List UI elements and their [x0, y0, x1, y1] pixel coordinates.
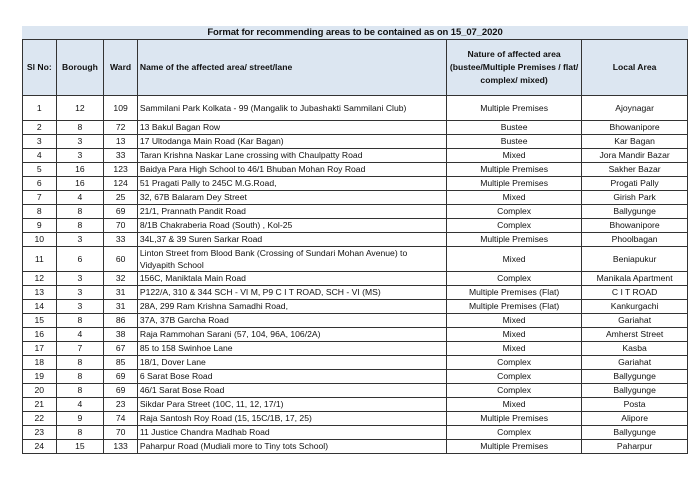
cell-area-name: Paharpur Road (Mudiali more to Tiny tots School)	[137, 440, 446, 454]
cell-area-name: 17 Ultodanga Main Road (Kar Bagan)	[137, 135, 446, 149]
table-row	[23, 328, 688, 342]
cell-sl-no: 15	[23, 314, 57, 328]
header-ward: Ward	[104, 40, 138, 96]
cell-local-area: Ajoynagar	[582, 96, 688, 121]
cell-local-area: Ballygunge	[582, 205, 688, 219]
cell-local-area: Gariahat	[582, 356, 688, 370]
cell-nature: Mixed	[446, 191, 581, 205]
header-area-name: Name of the affected area/ street/lane	[137, 40, 446, 96]
cell-nature: Multiple Premises	[446, 163, 581, 177]
table-row	[23, 121, 688, 135]
table-row	[23, 247, 688, 272]
table-row	[23, 398, 688, 412]
cell-sl-no: 20	[23, 384, 57, 398]
cell-sl-no: 18	[23, 356, 57, 370]
cell-local-area: Jora Mandir Bazar	[582, 149, 688, 163]
table-row	[23, 191, 688, 205]
cell-area-name: 37A, 37B Garcha Road	[137, 314, 446, 328]
cell-sl-no: 9	[23, 219, 57, 233]
cell-borough: 7	[56, 342, 104, 356]
cell-nature: Multiple Premises	[446, 96, 581, 121]
containment-sheet	[22, 26, 688, 454]
cell-ward: 124	[104, 177, 138, 191]
table-row	[23, 286, 688, 300]
cell-area-name: 156C, Maniktala Main Road	[137, 272, 446, 286]
cell-area-name: 46/1 Sarat Bose Road	[137, 384, 446, 398]
cell-sl-no: 11	[23, 247, 57, 272]
cell-local-area: Kar Bagan	[582, 135, 688, 149]
cell-area-name: 28A, 299 Ram Krishna Samadhi Road,	[137, 300, 446, 314]
cell-nature: Multiple Premises (Flat)	[446, 286, 581, 300]
cell-nature: Bustee	[446, 121, 581, 135]
cell-area-name: 32, 67B Balaram Dey Street	[137, 191, 446, 205]
cell-ward: 13	[104, 135, 138, 149]
cell-borough: 12	[56, 96, 104, 121]
cell-area-name: 51 Pragati Pally to 245C M.G.Road,	[137, 177, 446, 191]
table-row	[23, 177, 688, 191]
header-borough: Borough	[56, 40, 104, 96]
cell-borough: 4	[56, 191, 104, 205]
cell-area-name: Sammilani Park Kolkata - 99 (Mangalik to Jubashakti Sammilani Club)	[137, 96, 446, 121]
cell-local-area: Sakher Bazar	[582, 163, 688, 177]
cell-borough: 3	[56, 135, 104, 149]
cell-area-name: 18/1, Dover Lane	[137, 356, 446, 370]
cell-sl-no: 17	[23, 342, 57, 356]
cell-ward: 123	[104, 163, 138, 177]
cell-borough: 3	[56, 286, 104, 300]
cell-ward: 109	[104, 96, 138, 121]
cell-sl-no: 22	[23, 412, 57, 426]
cell-sl-no: 2	[23, 121, 57, 135]
cell-borough: 3	[56, 149, 104, 163]
cell-area-name: 11 Justice Chandra Madhab Road	[137, 426, 446, 440]
cell-borough: 8	[56, 219, 104, 233]
cell-sl-no: 12	[23, 272, 57, 286]
table-row	[23, 314, 688, 328]
containment-table	[22, 39, 688, 454]
table-row	[23, 412, 688, 426]
cell-local-area: Paharpur	[582, 440, 688, 454]
cell-borough: 4	[56, 398, 104, 412]
cell-nature: Complex	[446, 370, 581, 384]
cell-nature: Mixed	[446, 247, 581, 272]
cell-borough: 9	[56, 412, 104, 426]
cell-ward: 70	[104, 219, 138, 233]
cell-local-area: C I T ROAD	[582, 286, 688, 300]
cell-borough: 15	[56, 440, 104, 454]
cell-borough: 8	[56, 384, 104, 398]
cell-nature: Bustee	[446, 135, 581, 149]
cell-local-area: Posta	[582, 398, 688, 412]
cell-local-area: Ballygunge	[582, 370, 688, 384]
cell-borough: 8	[56, 426, 104, 440]
cell-ward: 33	[104, 149, 138, 163]
cell-sl-no: 3	[23, 135, 57, 149]
cell-ward: 25	[104, 191, 138, 205]
cell-area-name: Raja Rammohan Sarani (57, 104, 96A, 106/2A)	[137, 328, 446, 342]
cell-local-area: Girish Park	[582, 191, 688, 205]
cell-local-area: Alipore	[582, 412, 688, 426]
cell-sl-no: 1	[23, 96, 57, 121]
table-row	[23, 219, 688, 233]
cell-area-name: Linton Street from Blood Bank (Crossing of Sundari Mohan Avenue) to Vidyapith School	[137, 247, 446, 272]
cell-local-area: Bhowanipore	[582, 219, 688, 233]
cell-sl-no: 14	[23, 300, 57, 314]
cell-local-area: Kankurgachi	[582, 300, 688, 314]
cell-ward: 70	[104, 426, 138, 440]
cell-sl-no: 5	[23, 163, 57, 177]
cell-nature: Multiple Premises	[446, 440, 581, 454]
header-nature: Nature of affected area (bustee/Multiple Premises / flat/ complex/ mixed)	[446, 40, 581, 96]
cell-ward: 69	[104, 370, 138, 384]
cell-area-name: 13 Bakul Bagan Row	[137, 121, 446, 135]
cell-sl-no: 8	[23, 205, 57, 219]
cell-sl-no: 4	[23, 149, 57, 163]
cell-area-name: 21/1, Prannath Pandit Road	[137, 205, 446, 219]
cell-area-name: Taran Krishna Naskar Lane crossing with Chaulpatty Road	[137, 149, 446, 163]
cell-sl-no: 21	[23, 398, 57, 412]
cell-area-name: 85 to 158 Swinhoe Lane	[137, 342, 446, 356]
cell-nature: Mixed	[446, 328, 581, 342]
cell-borough: 6	[56, 247, 104, 272]
cell-area-name: Raja Santosh Roy Road (15, 15C/1B, 17, 25)	[137, 412, 446, 426]
cell-borough: 4	[56, 328, 104, 342]
cell-nature: Multiple Premises	[446, 412, 581, 426]
cell-borough: 3	[56, 272, 104, 286]
cell-borough: 8	[56, 314, 104, 328]
table-row	[23, 300, 688, 314]
table-row	[23, 384, 688, 398]
cell-nature: Complex	[446, 426, 581, 440]
cell-area-name: Sikdar Para Street (10C, 11, 12, 17/1)	[137, 398, 446, 412]
cell-nature: Multiple Premises	[446, 233, 581, 247]
table-row	[23, 205, 688, 219]
cell-ward: 60	[104, 247, 138, 272]
cell-nature: Complex	[446, 384, 581, 398]
cell-local-area: Ballygunge	[582, 384, 688, 398]
cell-area-name: 8/1B Chakraberia Road (South) , Kol-25	[137, 219, 446, 233]
cell-local-area: Phoolbagan	[582, 233, 688, 247]
table-row	[23, 96, 688, 121]
cell-area-name: 34L,37 & 39 Suren Sarkar Road	[137, 233, 446, 247]
cell-borough: 8	[56, 205, 104, 219]
cell-ward: 69	[104, 205, 138, 219]
cell-sl-no: 13	[23, 286, 57, 300]
cell-ward: 33	[104, 233, 138, 247]
cell-nature: Mixed	[446, 342, 581, 356]
cell-local-area: Ballygunge	[582, 426, 688, 440]
table-row	[23, 149, 688, 163]
table-row	[23, 342, 688, 356]
cell-area-name: P122/A, 310 & 344 SCH - VI M, P9 C I T ROAD, SCH - VI (MS)	[137, 286, 446, 300]
cell-local-area: Amherst Street	[582, 328, 688, 342]
table-row	[23, 163, 688, 177]
cell-sl-no: 24	[23, 440, 57, 454]
cell-local-area: Manikala Apartment	[582, 272, 688, 286]
cell-local-area: Bhowanipore	[582, 121, 688, 135]
cell-ward: 23	[104, 398, 138, 412]
table-row	[23, 440, 688, 454]
table-row	[23, 426, 688, 440]
cell-ward: 133	[104, 440, 138, 454]
cell-local-area: Progati Pally	[582, 177, 688, 191]
header-local-area: Local Area	[582, 40, 688, 96]
header-sl-no: Sl No:	[23, 40, 57, 96]
cell-ward: 38	[104, 328, 138, 342]
cell-borough: 16	[56, 177, 104, 191]
cell-local-area: Gariahat	[582, 314, 688, 328]
cell-borough: 8	[56, 370, 104, 384]
sheet-title: Format for recommending areas to be contained as on 15_07_2020	[22, 26, 688, 39]
cell-ward: 67	[104, 342, 138, 356]
cell-sl-no: 10	[23, 233, 57, 247]
cell-ward: 72	[104, 121, 138, 135]
cell-nature: Complex	[446, 272, 581, 286]
cell-nature: Mixed	[446, 398, 581, 412]
cell-ward: 31	[104, 300, 138, 314]
cell-nature: Mixed	[446, 314, 581, 328]
cell-nature: Mixed	[446, 149, 581, 163]
cell-ward: 86	[104, 314, 138, 328]
cell-borough: 8	[56, 121, 104, 135]
cell-ward: 31	[104, 286, 138, 300]
table-row	[23, 272, 688, 286]
cell-sl-no: 6	[23, 177, 57, 191]
cell-nature: Complex	[446, 205, 581, 219]
cell-ward: 32	[104, 272, 138, 286]
cell-sl-no: 23	[23, 426, 57, 440]
table-row	[23, 135, 688, 149]
cell-ward: 74	[104, 412, 138, 426]
cell-nature: Multiple Premises	[446, 177, 581, 191]
cell-borough: 8	[56, 356, 104, 370]
cell-nature: Multiple Premises (Flat)	[446, 300, 581, 314]
cell-area-name: Baidya Para High School to 46/1 Bhuban Mohan Roy Road	[137, 163, 446, 177]
cell-ward: 69	[104, 384, 138, 398]
cell-borough: 3	[56, 233, 104, 247]
table-row	[23, 370, 688, 384]
cell-local-area: Beniapukur	[582, 247, 688, 272]
cell-local-area: Kasba	[582, 342, 688, 356]
cell-sl-no: 7	[23, 191, 57, 205]
table-row	[23, 233, 688, 247]
cell-area-name: 6 Sarat Bose Road	[137, 370, 446, 384]
cell-sl-no: 16	[23, 328, 57, 342]
cell-nature: Complex	[446, 356, 581, 370]
table-row	[23, 356, 688, 370]
cell-borough: 3	[56, 300, 104, 314]
header-row	[23, 40, 688, 96]
cell-ward: 85	[104, 356, 138, 370]
cell-sl-no: 19	[23, 370, 57, 384]
cell-nature: Complex	[446, 219, 581, 233]
cell-borough: 16	[56, 163, 104, 177]
